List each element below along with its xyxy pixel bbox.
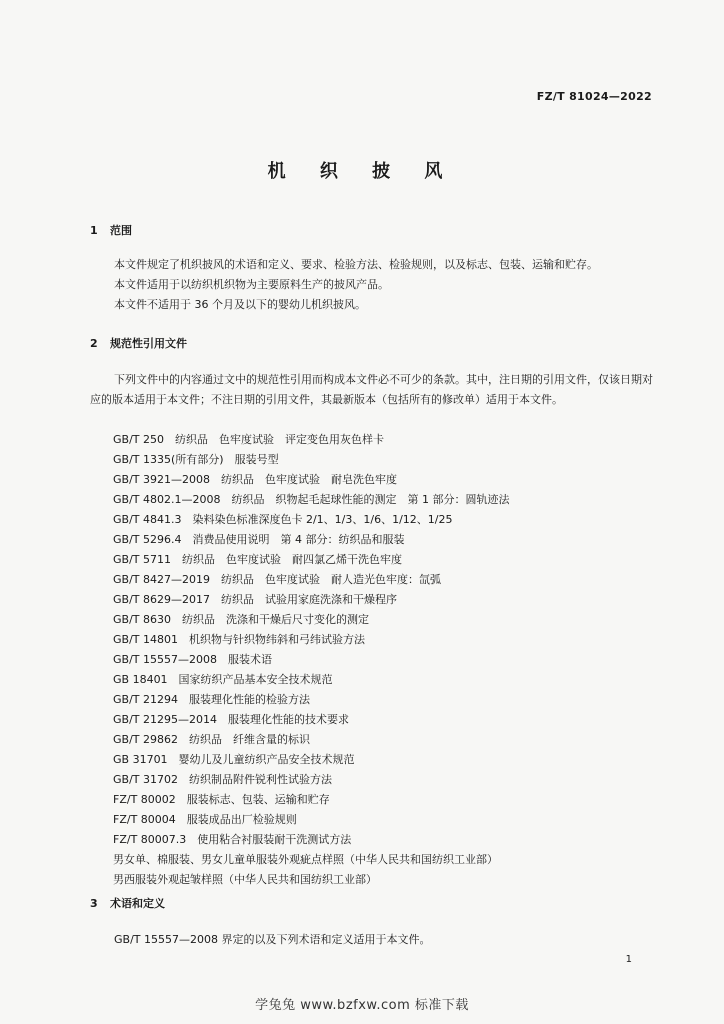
reference-item: GB/T 5711 纺织品 色牢度试验 耐四氯乙烯干洗色牢度 (113, 553, 402, 566)
section-3-heading (90, 895, 165, 911)
section-title: 范围 (110, 224, 132, 237)
reference-item: FZ/T 80007.3 使用粘合衬服装耐干洗测试方法 (113, 833, 352, 846)
section-title: 术语和定义 (110, 897, 165, 910)
reference-item: GB/T 21294 服装理化性能的检验方法 (113, 693, 310, 706)
section-1-heading (90, 222, 132, 238)
reference-item: GB/T 5296.4 消费品使用说明 第 4 部分：纺织品和服装 (113, 533, 405, 546)
section-2-heading (90, 335, 187, 351)
section-3-body (90, 930, 656, 950)
section-number: 1 (90, 224, 98, 237)
reference-item: GB/T 14801 机织物与针织物纬斜和弓纬试验方法 (113, 633, 365, 646)
section-number: 2 (90, 337, 98, 350)
reference-item: GB/T 4802.1—2008 纺织品 织物起毛起球性能的测定 第 1 部分：圆轨迹法 (113, 493, 510, 506)
section-1-body (90, 255, 656, 315)
section-number: 3 (90, 897, 98, 910)
reference-item: GB 31701 婴幼儿及儿童纺织产品安全技术规范 (113, 753, 355, 766)
paragraph: 本文件不适用于 36 个月及以下的婴幼儿机织披风。 (114, 298, 366, 311)
reference-item: GB/T 8630 纺织品 洗涤和干燥后尺寸变化的测定 (113, 613, 369, 626)
reference-item: 男女单、棉服装、男女儿童单服装外观疵点样照（中华人民共和国纺织工业部） (113, 853, 498, 866)
page-number: 1 (625, 954, 632, 965)
watermark-footer: 学兔兔 www.bzfxw.com 标准下载 (255, 998, 469, 1013)
reference-item: GB/T 8427—2019 纺织品 色牢度试验 耐人造光色牢度：氙弧 (113, 573, 441, 586)
reference-item: GB/T 250 纺织品 色牢度试验 评定变色用灰色样卡 (113, 433, 384, 446)
reference-item: GB/T 15557—2008 服装术语 (113, 653, 272, 666)
document-title: 机 织 披 风 (267, 161, 457, 182)
reference-list (113, 430, 509, 890)
paragraph: 本文件规定了机织披风的术语和定义、要求、检验方法、检验规则，以及标志、包装、运输和贮存。 (114, 258, 598, 271)
reference-item: GB/T 21295—2014 服装理化性能的技术要求 (113, 713, 349, 726)
reference-item: FZ/T 80004 服装成品出厂检验规则 (113, 813, 297, 826)
reference-item: GB/T 29862 纺织品 纤维含量的标识 (113, 733, 310, 746)
reference-item: GB/T 4841.3 染料染色标准深度色卡 2/1、1/3、1/6、1/12、1/25 (113, 513, 453, 526)
standard-code: FZ/T 81024—2022 (536, 90, 652, 103)
reference-item: 男西服装外观起皱样照（中华人民共和国纺织工业部） (113, 873, 377, 886)
paragraph: 下列文件中的内容通过文中的规范性引用而构成本文件必不可少的条款。其中，注日期的引用文件，仅该日期对应的版本适用于本文件；不注日期的引用文件，其最新版本（包括所有的修改单）适用于本文件。 (90, 373, 653, 406)
reference-item: GB/T 31702 纺织制品附件锐利性试验方法 (113, 773, 332, 786)
paragraph: 本文件适用于以纺织机织物为主要原料生产的披风产品。 (114, 278, 389, 291)
reference-item: GB/T 8629—2017 纺织品 试验用家庭洗涤和干燥程序 (113, 593, 397, 606)
paragraph: GB/T 15557—2008 界定的以及下列术语和定义适用于本文件。 (114, 933, 431, 946)
reference-item: GB/T 3921—2008 纺织品 色牢度试验 耐皂洗色牢度 (113, 473, 397, 486)
reference-item: FZ/T 80002 服装标志、包装、运输和贮存 (113, 793, 330, 806)
section-2-intro (90, 370, 656, 410)
reference-item: GB 18401 国家纺织产品基本安全技术规范 (113, 673, 333, 686)
section-title: 规范性引用文件 (110, 337, 187, 350)
reference-item: GB/T 1335(所有部分) 服装号型 (113, 453, 279, 466)
